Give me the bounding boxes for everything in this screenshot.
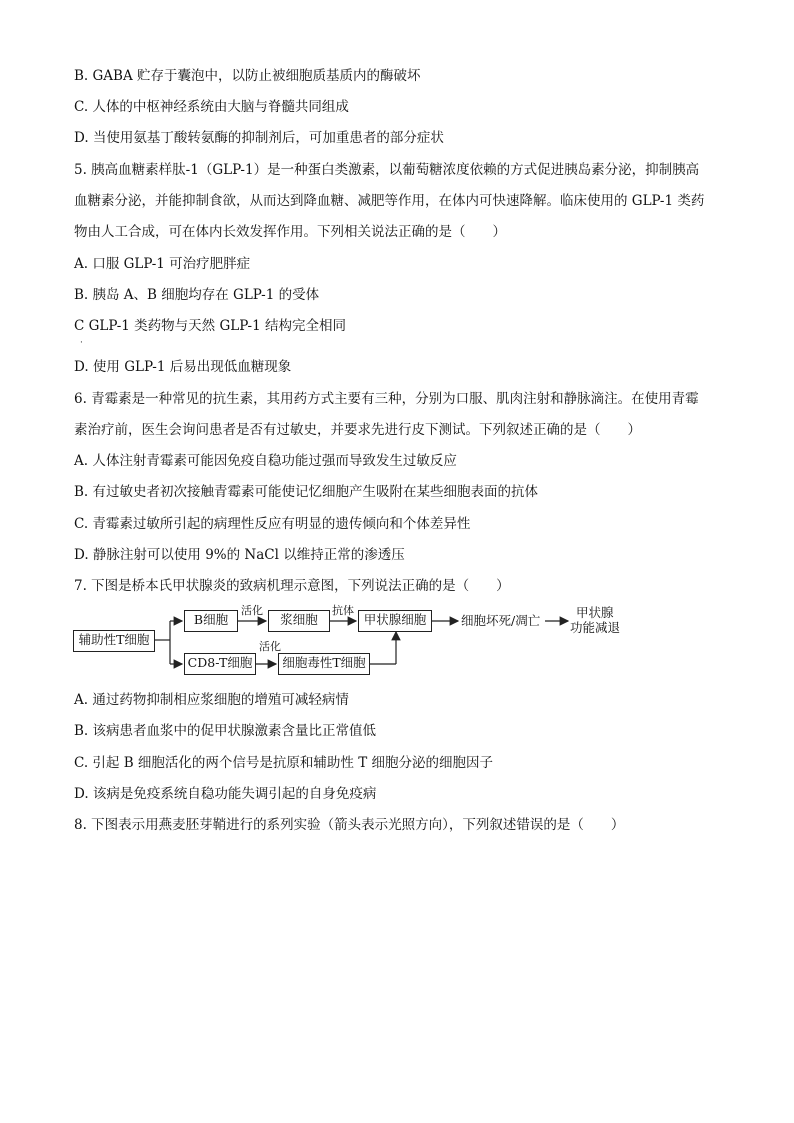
stray-dot: · — [80, 338, 83, 348]
antibody-label: 抗体 — [332, 604, 354, 617]
question-6-line-1: 6. 青霉素是一种常见的抗生素，其用药方式主要有三种，分别为口服、肌肉注射和静脉滴注。在使用青霉 — [74, 391, 699, 407]
question-5-line-2: 血糖素分泌，并能抑制食欲，从而达到降血糖、减肥等作用，在体内可快速降解。临床使用的 GLP-1 类药 — [74, 193, 705, 209]
function-decline-text: 功能减退 — [570, 620, 621, 635]
option-5d: D. 使用 GLP-1 后易出现低血糖现象 — [74, 359, 292, 375]
pathogenesis-diagram — [70, 604, 630, 680]
question-7: 7. 下图是桥本氏甲状腺炎的致病机理示意图，下列说法正确的是（ ） — [74, 578, 510, 594]
activate-label-top: 活化 — [241, 604, 263, 617]
cell-death-text: 细胞坏死/凋亡 — [461, 613, 541, 628]
option-6b: B. 有过敏史者初次接触青霉素可能使记忆细胞产生吸附在某些细胞表面的抗体 — [74, 484, 539, 500]
question-5-line-3: 物由人工合成，可在体内长效发挥作用。下列相关说法正确的是（ ） — [74, 224, 506, 240]
cytotoxic-t-cell-box: 细胞毒性T细胞 — [278, 653, 370, 675]
activate-label-bottom: 活化 — [259, 640, 281, 653]
option-4b: B. GABA 贮存于囊泡中，以防止被细胞质基质内的酶破坏 — [74, 68, 421, 84]
option-5a: A. 口服 GLP-1 可治疗肥胖症 — [74, 256, 251, 272]
option-7d: D. 该病是免疫系统自稳功能失调引起的自身免疫病 — [74, 786, 377, 802]
question-6-line-2: 素治疗前，医生会询问患者是否有过敏史，并要求先进行皮下测试。下列叙述正确的是（ ） — [74, 422, 641, 438]
option-7a: A. 通过药物抑制相应浆细胞的增殖可减轻病情 — [74, 692, 349, 708]
option-7b: B. 该病患者血浆中的促甲状腺激素含量比正常值低 — [74, 723, 377, 739]
option-5c: C GLP-1 类药物与天然 GLP-1 结构完全相同 — [74, 318, 346, 334]
option-6d: D. 静脉注射可以使用 9%的 NaCl 以维持正常的渗透压 — [74, 547, 405, 563]
cd8-t-cell-box: CD8-T细胞 — [184, 653, 256, 675]
thyroid-cell-box: 甲状腺细胞 — [358, 610, 432, 632]
b-cell-box: B细胞 — [184, 610, 238, 632]
option-6a: A. 人体注射青霉素可能因免疫自稳功能过强而导致发生过敏反应 — [74, 453, 457, 469]
option-6c: C. 青霉素过敏所引起的病理性反应有明显的遗传倾向和个体差异性 — [74, 516, 471, 532]
option-4d: D. 当使用氨基丁酸转氨酶的抑制剂后，可加重患者的部分症状 — [74, 130, 444, 146]
plasma-cell-box: 浆细胞 — [268, 610, 330, 632]
option-5b: B. 胰岛 A、B 细胞均存在 GLP-1 的受体 — [74, 287, 320, 303]
option-4c: C. 人体的中枢神经系统由大脑与脊髓共同组成 — [74, 99, 349, 115]
option-7c: C. 引起 B 细胞活化的两个信号是抗原和辅助性 T 细胞分泌的细胞因子 — [74, 755, 494, 771]
question-8: 8. 下图表示用燕麦胚芽鞘进行的系列实验（箭头表示光照方向），下列叙述错误的是（ ） — [74, 817, 625, 833]
question-5-line-1: 5. 胰高血糖素样肽-1（GLP-1）是一种蛋白类激素，以葡萄糖浓度依赖的方式促进胰岛素分泌，抑制胰高 — [74, 162, 700, 178]
thyroid-result-text: 甲状腺 — [576, 605, 614, 620]
helper-t-cell-box: 辅助性T细胞 — [73, 630, 155, 652]
